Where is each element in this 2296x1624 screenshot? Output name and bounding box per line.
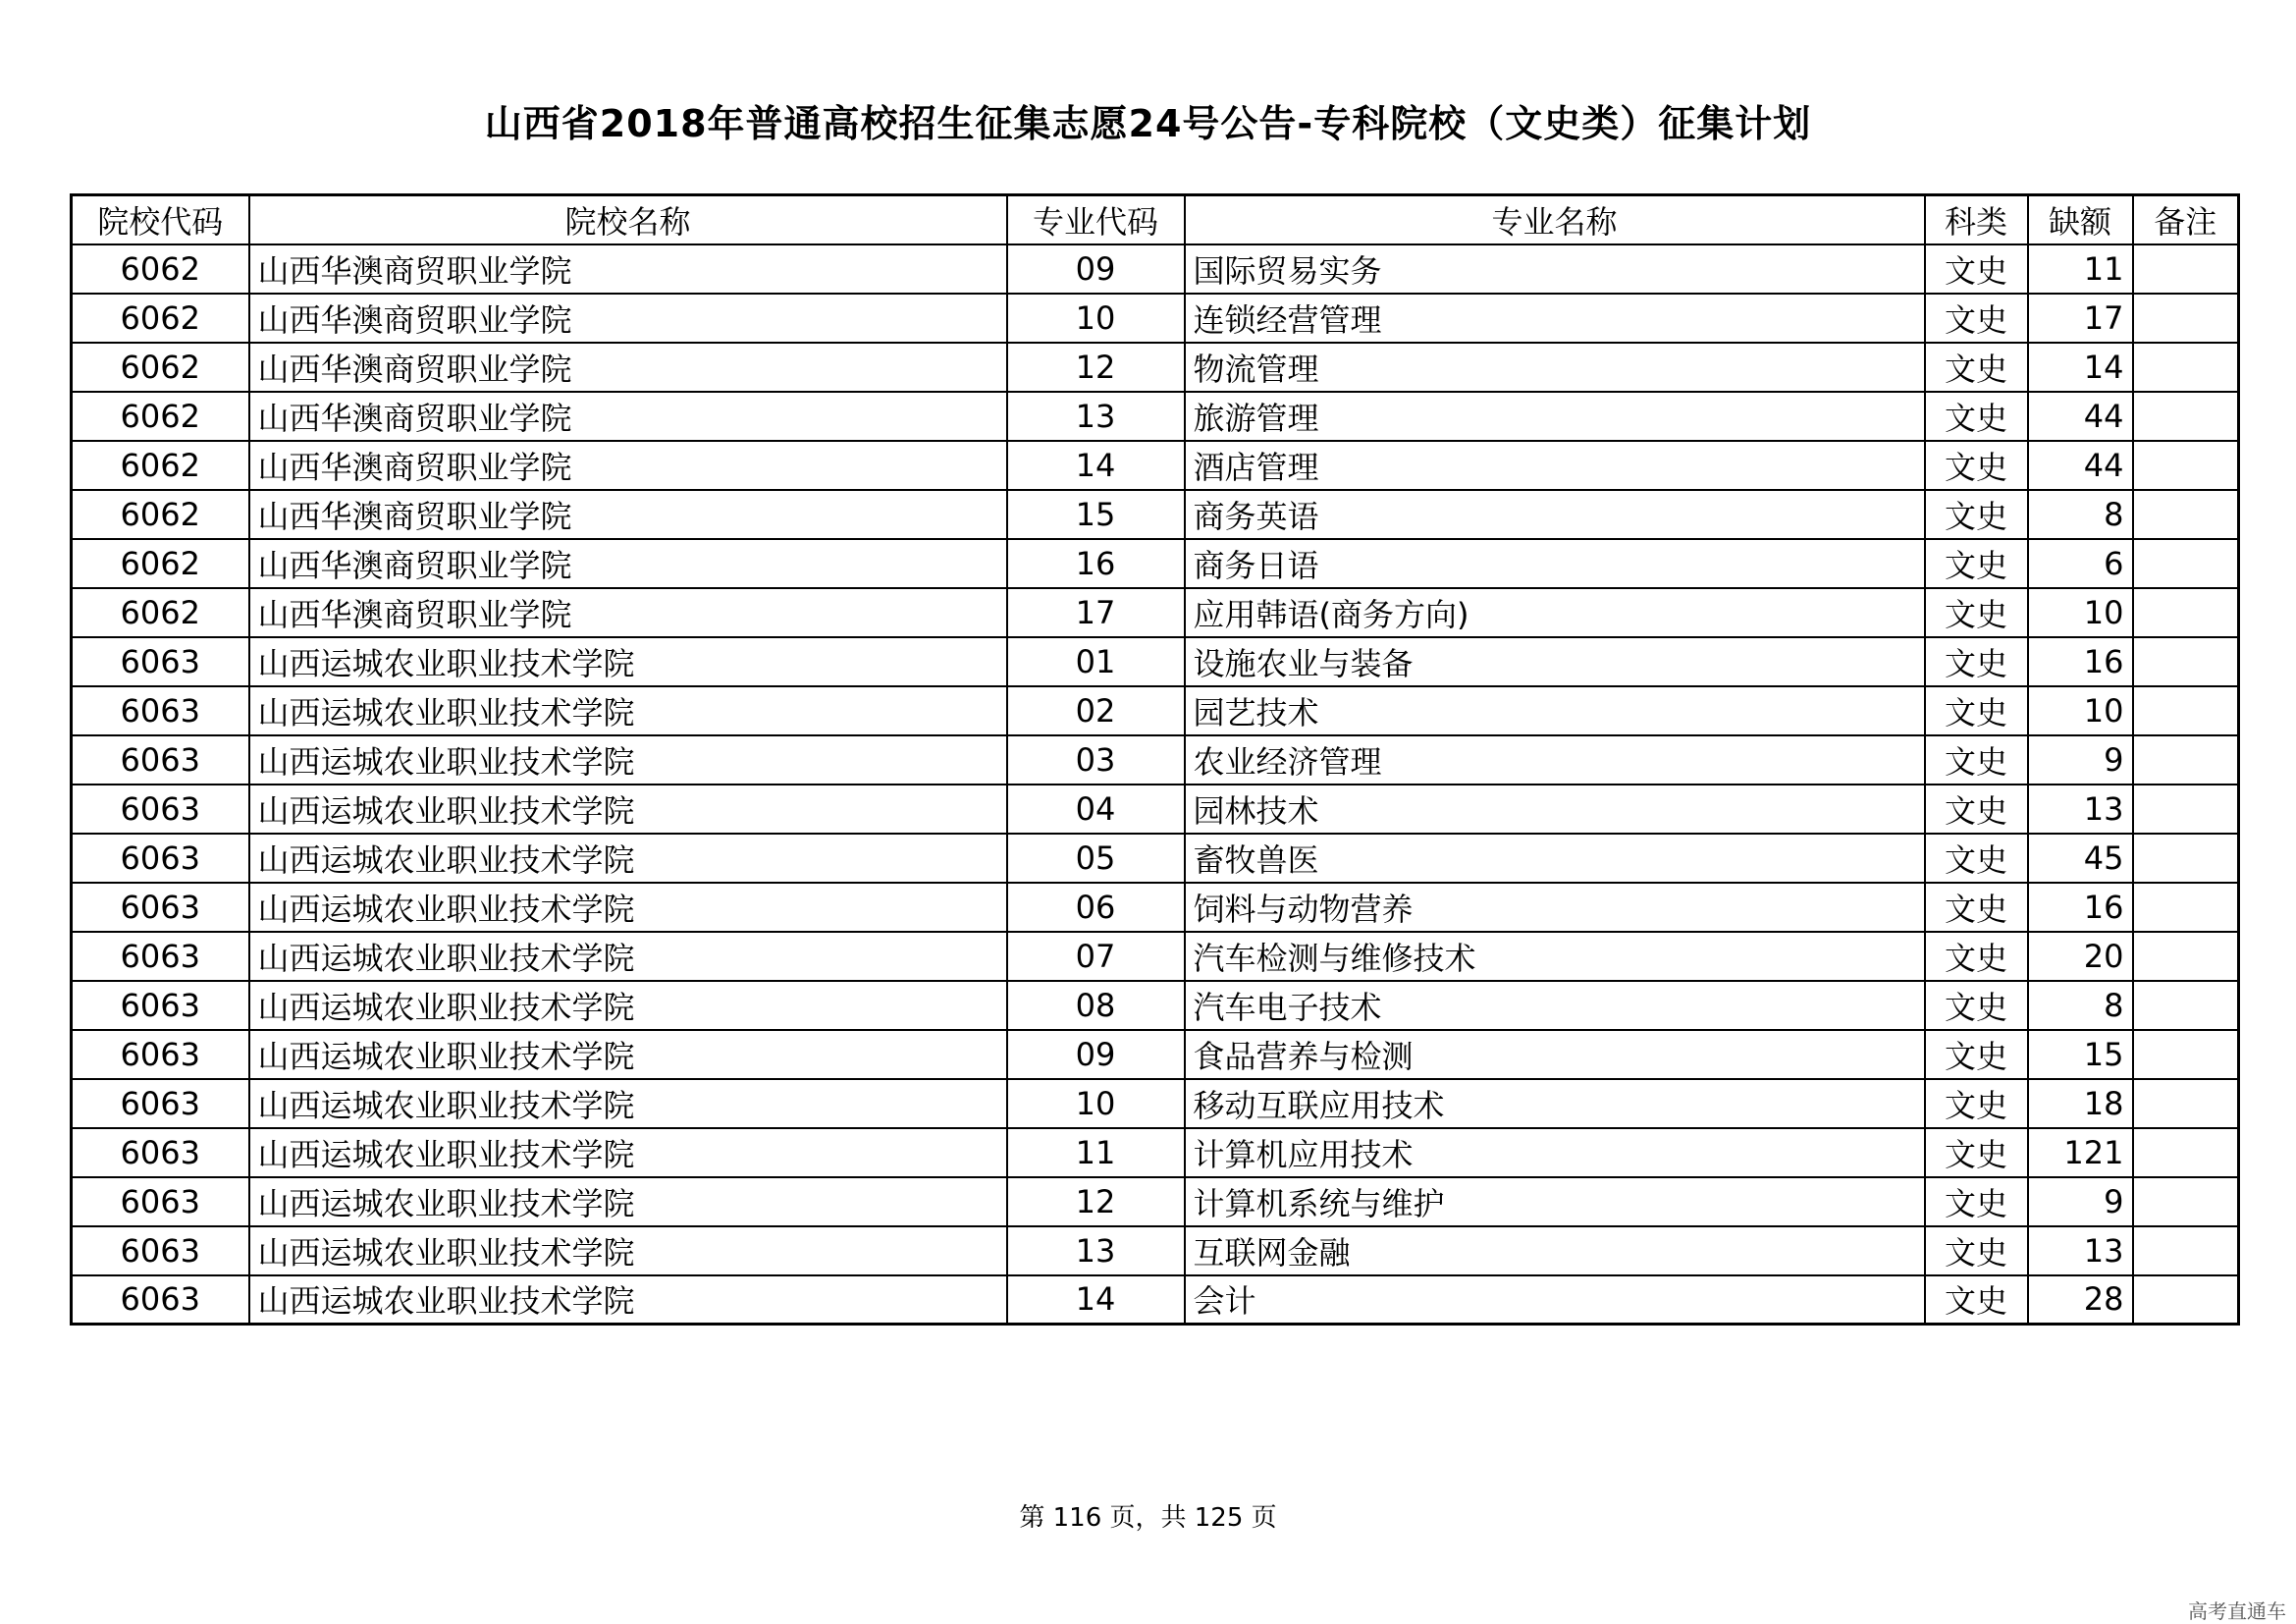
cell-quota: 13 [2028, 785, 2133, 834]
cell-major-code: 05 [1007, 834, 1185, 883]
header-school-name: 院校名称 [249, 195, 1007, 244]
table-row [72, 588, 2239, 637]
cell-school-name: 山西运城农业职业技术学院 [249, 735, 1007, 785]
cell-major-code: 10 [1007, 1079, 1185, 1128]
cell-school-name: 山西运城农业职业技术学院 [249, 981, 1007, 1030]
header-remarks: 备注 [2133, 195, 2239, 244]
cell-major-code: 13 [1007, 1226, 1185, 1275]
cell-category: 文史 [1925, 343, 2028, 392]
cell-school-code: 6063 [72, 981, 249, 1030]
cell-major-code: 16 [1007, 539, 1185, 588]
cell-quota: 121 [2028, 1128, 2133, 1177]
cell-category: 文史 [1925, 1030, 2028, 1079]
cell-quota: 17 [2028, 294, 2133, 343]
cell-quota: 9 [2028, 1177, 2133, 1226]
cell-school-name: 山西华澳商贸职业学院 [249, 441, 1007, 490]
cell-major-code: 01 [1007, 637, 1185, 686]
cell-major-code: 02 [1007, 686, 1185, 735]
cell-major-code: 12 [1007, 1177, 1185, 1226]
cell-school-name: 山西运城农业职业技术学院 [249, 932, 1007, 981]
cell-category: 文史 [1925, 1177, 2028, 1226]
cell-quota: 28 [2028, 1275, 2133, 1325]
cell-major-code: 13 [1007, 392, 1185, 441]
cell-major-name: 移动互联应用技术 [1185, 1079, 1925, 1128]
table-row [72, 1030, 2239, 1079]
cell-school-name: 山西运城农业职业技术学院 [249, 686, 1007, 735]
cell-quota: 18 [2028, 1079, 2133, 1128]
cell-major-name: 设施农业与装备 [1185, 637, 1925, 686]
cell-school-name: 山西华澳商贸职业学院 [249, 588, 1007, 637]
table-row [72, 392, 2239, 441]
cell-school-name: 山西运城农业职业技术学院 [249, 1226, 1007, 1275]
table-row [72, 686, 2239, 735]
cell-category: 文史 [1925, 441, 2028, 490]
cell-quota: 9 [2028, 735, 2133, 785]
table-row [72, 981, 2239, 1030]
cell-category: 文史 [1925, 932, 2028, 981]
cell-school-code: 6063 [72, 883, 249, 932]
cell-category: 文史 [1925, 686, 2028, 735]
cell-school-name: 山西运城农业职业技术学院 [249, 1177, 1007, 1226]
table-row [72, 294, 2239, 343]
cell-major-code: 07 [1007, 932, 1185, 981]
cell-major-code: 10 [1007, 294, 1185, 343]
cell-remarks [2133, 834, 2239, 883]
cell-school-code: 6062 [72, 588, 249, 637]
table-row [72, 1079, 2239, 1128]
cell-major-name: 计算机系统与维护 [1185, 1177, 1925, 1226]
cell-major-name: 连锁经营管理 [1185, 294, 1925, 343]
cell-remarks [2133, 1128, 2239, 1177]
cell-major-code: 11 [1007, 1128, 1185, 1177]
cell-major-name: 饲料与动物营养 [1185, 883, 1925, 932]
cell-school-code: 6062 [72, 539, 249, 588]
cell-school-name: 山西华澳商贸职业学院 [249, 244, 1007, 294]
cell-school-name: 山西运城农业职业技术学院 [249, 1128, 1007, 1177]
cell-category: 文史 [1925, 1226, 2028, 1275]
cell-school-name: 山西运城农业职业技术学院 [249, 637, 1007, 686]
cell-school-code: 6062 [72, 244, 249, 294]
table-row [72, 343, 2239, 392]
cell-major-name: 商务英语 [1185, 490, 1925, 539]
cell-remarks [2133, 686, 2239, 735]
table-row [72, 637, 2239, 686]
cell-school-name: 山西运城农业职业技术学院 [249, 1030, 1007, 1079]
cell-major-name: 园林技术 [1185, 785, 1925, 834]
cell-category: 文史 [1925, 539, 2028, 588]
cell-category: 文史 [1925, 981, 2028, 1030]
cell-major-name: 应用韩语(商务方向) [1185, 588, 1925, 637]
table-row [72, 785, 2239, 834]
cell-major-name: 互联网金融 [1185, 1226, 1925, 1275]
header-quota: 缺额 [2028, 195, 2133, 244]
cell-major-name: 酒店管理 [1185, 441, 1925, 490]
cell-major-name: 会计 [1185, 1275, 1925, 1325]
cell-major-code: 15 [1007, 490, 1185, 539]
cell-school-name: 山西华澳商贸职业学院 [249, 539, 1007, 588]
cell-school-name: 山西华澳商贸职业学院 [249, 294, 1007, 343]
cell-major-name: 旅游管理 [1185, 392, 1925, 441]
cell-major-name: 汽车检测与维修技术 [1185, 932, 1925, 981]
cell-quota: 11 [2028, 244, 2133, 294]
cell-remarks [2133, 343, 2239, 392]
cell-school-code: 6063 [72, 735, 249, 785]
cell-school-name: 山西运城农业职业技术学院 [249, 883, 1007, 932]
cell-category: 文史 [1925, 392, 2028, 441]
cell-school-code: 6063 [72, 834, 249, 883]
cell-school-code: 6063 [72, 1177, 249, 1226]
cell-remarks [2133, 785, 2239, 834]
cell-category: 文史 [1925, 244, 2028, 294]
cell-major-code: 17 [1007, 588, 1185, 637]
cell-school-name: 山西运城农业职业技术学院 [249, 834, 1007, 883]
cell-quota: 10 [2028, 588, 2133, 637]
cell-category: 文史 [1925, 1275, 2028, 1325]
cell-school-code: 6063 [72, 1226, 249, 1275]
cell-category: 文史 [1925, 785, 2028, 834]
cell-remarks [2133, 1177, 2239, 1226]
table-header-row [72, 195, 2239, 244]
cell-school-code: 6062 [72, 441, 249, 490]
cell-remarks [2133, 637, 2239, 686]
cell-remarks [2133, 932, 2239, 981]
cell-school-code: 6063 [72, 932, 249, 981]
cell-major-name: 国际贸易实务 [1185, 244, 1925, 294]
table-row [72, 1275, 2239, 1325]
cell-category: 文史 [1925, 637, 2028, 686]
cell-quota: 6 [2028, 539, 2133, 588]
cell-remarks [2133, 735, 2239, 785]
cell-category: 文史 [1925, 294, 2028, 343]
table-row [72, 735, 2239, 785]
cell-school-code: 6063 [72, 1128, 249, 1177]
cell-remarks [2133, 490, 2239, 539]
cell-category: 文史 [1925, 834, 2028, 883]
cell-quota: 13 [2028, 1226, 2133, 1275]
cell-major-code: 03 [1007, 735, 1185, 785]
cell-remarks [2133, 539, 2239, 588]
cell-school-name: 山西运城农业职业技术学院 [249, 1079, 1007, 1128]
table-row [72, 1177, 2239, 1226]
cell-school-code: 6062 [72, 490, 249, 539]
table-row [72, 539, 2239, 588]
cell-school-code: 6063 [72, 637, 249, 686]
cell-remarks [2133, 981, 2239, 1030]
table-row [72, 932, 2239, 981]
cell-quota: 16 [2028, 637, 2133, 686]
cell-school-code: 6063 [72, 1030, 249, 1079]
cell-remarks [2133, 883, 2239, 932]
cell-major-code: 06 [1007, 883, 1185, 932]
cell-quota: 45 [2028, 834, 2133, 883]
cell-category: 文史 [1925, 883, 2028, 932]
cell-category: 文史 [1925, 735, 2028, 785]
cell-quota: 15 [2028, 1030, 2133, 1079]
table-row [72, 1226, 2239, 1275]
cell-major-code: 09 [1007, 1030, 1185, 1079]
cell-remarks [2133, 1275, 2239, 1325]
cell-major-name: 畜牧兽医 [1185, 834, 1925, 883]
table-body [72, 244, 2239, 1325]
cell-major-name: 计算机应用技术 [1185, 1128, 1925, 1177]
cell-major-code: 14 [1007, 441, 1185, 490]
header-category: 科类 [1925, 195, 2028, 244]
cell-major-name: 食品营养与检测 [1185, 1030, 1925, 1079]
cell-remarks [2133, 588, 2239, 637]
table-row [72, 490, 2239, 539]
cell-quota: 20 [2028, 932, 2133, 981]
cell-major-code: 04 [1007, 785, 1185, 834]
table-row [72, 1128, 2239, 1177]
cell-school-code: 6063 [72, 785, 249, 834]
cell-school-name: 山西运城农业职业技术学院 [249, 1275, 1007, 1325]
cell-category: 文史 [1925, 1079, 2028, 1128]
cell-remarks [2133, 244, 2239, 294]
table-row [72, 883, 2239, 932]
cell-major-name: 商务日语 [1185, 539, 1925, 588]
cell-quota: 10 [2028, 686, 2133, 735]
cell-school-name: 山西华澳商贸职业学院 [249, 392, 1007, 441]
cell-school-name: 山西华澳商贸职业学院 [249, 343, 1007, 392]
cell-major-code: 09 [1007, 244, 1185, 294]
cell-quota: 16 [2028, 883, 2133, 932]
header-major-code: 专业代码 [1007, 195, 1185, 244]
cell-category: 文史 [1925, 588, 2028, 637]
cell-major-name: 汽车电子技术 [1185, 981, 1925, 1030]
cell-school-code: 6062 [72, 294, 249, 343]
cell-remarks [2133, 441, 2239, 490]
cell-quota: 14 [2028, 343, 2133, 392]
cell-remarks [2133, 1030, 2239, 1079]
table-row [72, 441, 2239, 490]
cell-school-code: 6063 [72, 1275, 249, 1325]
header-school-code: 院校代码 [72, 195, 249, 244]
cell-remarks [2133, 1226, 2239, 1275]
cell-remarks [2133, 294, 2239, 343]
cell-school-code: 6063 [72, 1079, 249, 1128]
cell-remarks [2133, 392, 2239, 441]
cell-school-code: 6062 [72, 392, 249, 441]
cell-major-name: 农业经济管理 [1185, 735, 1925, 785]
cell-remarks [2133, 1079, 2239, 1128]
cell-major-code: 14 [1007, 1275, 1185, 1325]
watermark: 高考直通车 [2188, 1599, 2286, 1623]
cell-quota: 8 [2028, 490, 2133, 539]
cell-quota: 44 [2028, 392, 2133, 441]
cell-school-code: 6062 [72, 343, 249, 392]
cell-school-code: 6063 [72, 686, 249, 735]
cell-major-name: 物流管理 [1185, 343, 1925, 392]
admission-plan-table [70, 193, 2240, 1326]
page-number: 第 116 页，共 125 页 [1019, 1503, 1277, 1533]
cell-major-code: 08 [1007, 981, 1185, 1030]
page-title: 山西省2018年普通高校招生征集志愿24号公告-专科院校（文史类）征集计划 [484, 102, 1812, 145]
header-major-name: 专业名称 [1185, 195, 1925, 244]
cell-quota: 44 [2028, 441, 2133, 490]
cell-category: 文史 [1925, 1128, 2028, 1177]
table-row [72, 834, 2239, 883]
cell-major-name: 园艺技术 [1185, 686, 1925, 735]
cell-major-code: 12 [1007, 343, 1185, 392]
cell-school-name: 山西运城农业职业技术学院 [249, 785, 1007, 834]
table-row [72, 244, 2239, 294]
cell-category: 文史 [1925, 490, 2028, 539]
cell-school-name: 山西华澳商贸职业学院 [249, 490, 1007, 539]
cell-quota: 8 [2028, 981, 2133, 1030]
